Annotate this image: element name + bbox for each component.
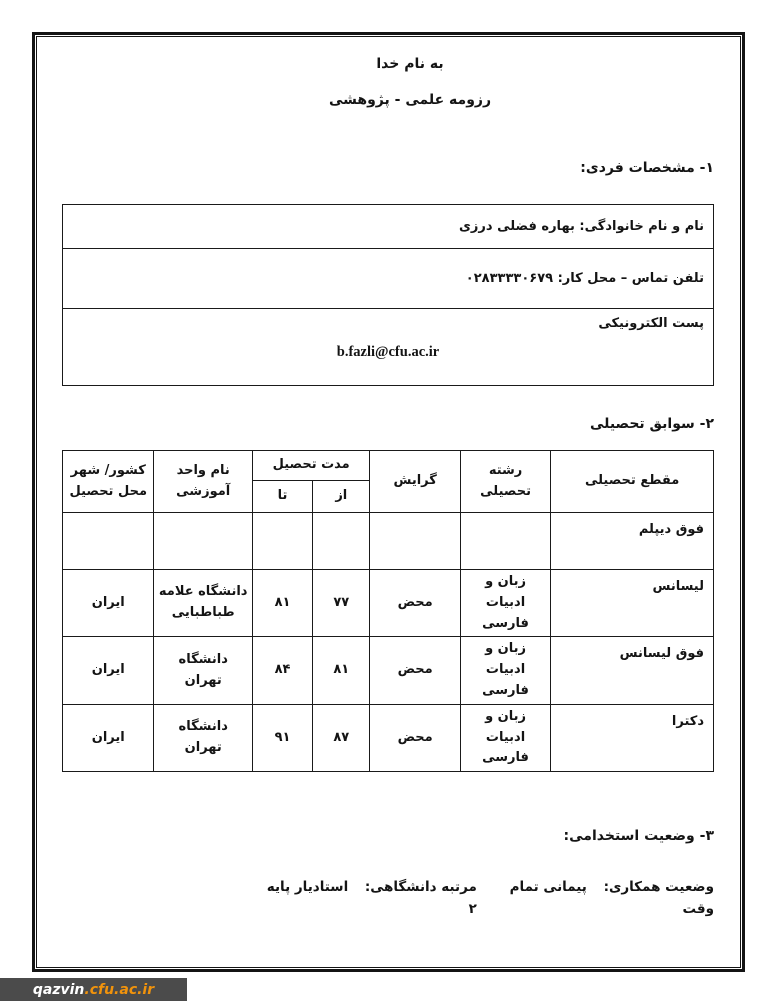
table-header-row	[63, 451, 714, 481]
document-title: رزومه علمی - پژوهشی	[328, 92, 492, 108]
watermark-bar	[0, 978, 187, 1001]
table-row	[63, 704, 714, 771]
cell-field	[460, 513, 550, 570]
email-label: پست الکترونیکی	[598, 316, 704, 331]
header-field: رشته تحصیلی	[460, 451, 550, 513]
cell-to: ۹۱	[252, 704, 312, 771]
page-content	[37, 37, 740, 967]
table-row	[63, 570, 714, 637]
cell-location: ایران	[63, 570, 154, 637]
cell-from	[313, 513, 370, 570]
page-border-inner	[36, 36, 741, 968]
cell-institution: دانشگاه علامه طباطبایی	[154, 570, 252, 637]
cell-specialization: محض	[370, 570, 460, 637]
watermark-site-name: qazvin	[32, 981, 85, 998]
cell-specialization	[370, 513, 460, 570]
section-heading-education: ۲- سوابق تحصیلی	[589, 416, 714, 432]
rank-value: استادیار پایه ۲	[266, 879, 477, 918]
cell-from: ۷۷	[313, 570, 370, 637]
header-degree: مقطع تحصیلی	[551, 451, 714, 513]
table-row	[63, 249, 714, 309]
cell-field: زبان و ادبیات فارسی	[460, 637, 550, 704]
cell-to	[252, 513, 312, 570]
table-row	[63, 309, 714, 386]
full-name-cell: نام و نام خانوادگی: بهاره فضلی درزی	[63, 205, 714, 249]
cell-degree: فوق لیسانس	[551, 637, 714, 704]
email-address: b.fazli@cfu.ac.ir	[336, 344, 440, 360]
cell-from: ۸۱	[313, 637, 370, 704]
cell-institution: دانشگاه تهران	[154, 637, 252, 704]
cooperation-value: پیمانی تمام وقت	[509, 879, 714, 918]
personal-info-table	[62, 204, 714, 386]
cell-degree: لیسانس	[551, 570, 714, 637]
cell-from: ۸۷	[313, 704, 370, 771]
cell-institution: دانشگاه تهران	[154, 704, 252, 771]
cell-field: زبان و ادبیات فارسی	[460, 704, 550, 771]
table-row	[63, 637, 714, 704]
cell-field: زبان و ادبیات فارسی	[460, 570, 550, 637]
section-heading-personal: ۱- مشخصات فردی:	[580, 160, 714, 176]
watermark-domain: .cfu.ac.ir	[84, 981, 155, 998]
header-from: از	[313, 481, 370, 513]
email-cell	[63, 309, 714, 386]
table-row	[63, 513, 714, 570]
cell-location	[63, 513, 154, 570]
document-header	[84, 52, 736, 112]
cell-specialization: محض	[370, 704, 460, 771]
phone-cell: تلفن تماس – محل کار: ۰۲۸۳۳۳۳۰۶۷۹	[63, 249, 714, 309]
header-location: کشور/ شهر محل تحصیل	[63, 451, 154, 513]
table-row	[63, 205, 714, 249]
section-heading-employment: ۳- وضعیت استخدامی:	[563, 828, 714, 845]
cell-degree: دکترا	[551, 704, 714, 771]
header-specialization: گرایش	[370, 451, 460, 513]
cell-institution	[154, 513, 252, 570]
bismillah-line: به نام خدا	[376, 56, 444, 72]
cell-location: ایران	[63, 637, 154, 704]
academic-rank	[257, 876, 477, 920]
employment-status-row	[62, 876, 714, 920]
rank-label: مرتبه دانشگاهی:	[364, 879, 477, 896]
header-to: تا	[252, 481, 312, 513]
cooperation-status	[477, 876, 714, 920]
cell-to: ۸۴	[252, 637, 312, 704]
page-border	[32, 32, 745, 972]
header-duration: مدت تحصیل	[252, 451, 370, 481]
cell-specialization: محض	[370, 637, 460, 704]
header-institution: نام واحد آموزشی	[154, 451, 252, 513]
cooperation-label: وضعیت همکاری:	[603, 879, 714, 896]
education-history-table	[62, 450, 714, 772]
cell-to: ۸۱	[252, 570, 312, 637]
cell-location: ایران	[63, 704, 154, 771]
cell-degree: فوق دیپلم	[551, 513, 714, 570]
